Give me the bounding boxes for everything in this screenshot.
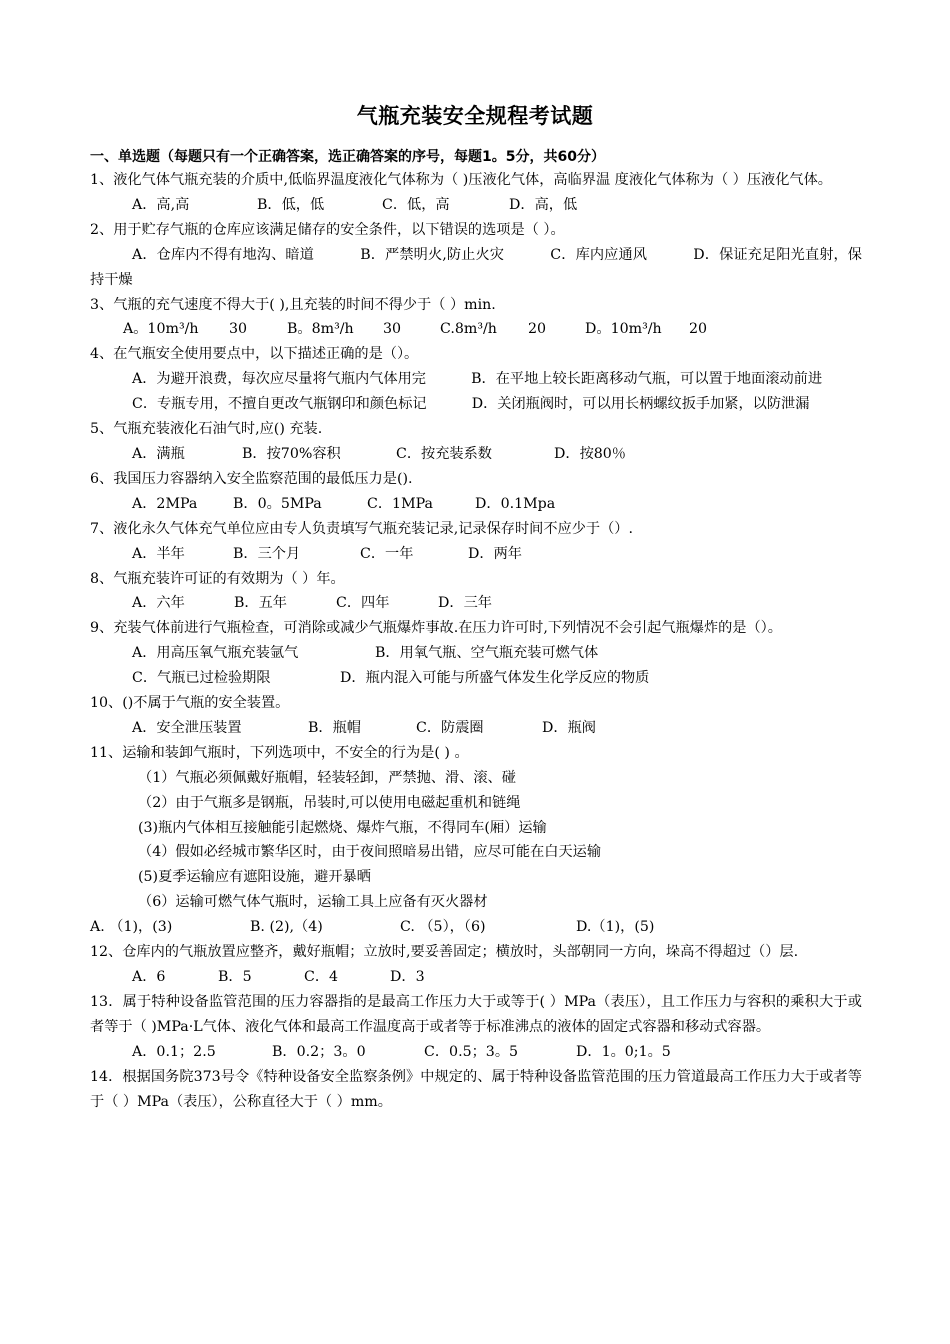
question-2-options: A．仓库内不得有地沟、暗道 B．严禁明火,防止火灾 C．库内应通风 D．保证充足阳光直射，保持干燥 bbox=[90, 246, 862, 288]
question-8: 8、气瓶充装许可证的有效期为（ ）年。 bbox=[90, 570, 345, 587]
option-b: B．瓶帽 bbox=[308, 719, 361, 736]
option-d-time: 20 bbox=[689, 321, 708, 338]
option-b: B. (2),（4) bbox=[250, 919, 323, 936]
question-11-item-4: （4）假如必经城市繁华区时，由于夜间照暗易出错，应尽可能在白天运输 bbox=[138, 844, 602, 861]
question-4-options-cd: C．专瓶专用，不擅自更改气瓶钢印和颜色标记 D．关闭瓶阀时，可以用长柄螺纹扳手加紧，以防泄漏 bbox=[132, 396, 810, 413]
question-1: 1、液化气体气瓶充装的介质中,低临界温度液化气体称为（ )压液化气体，高临界温 度液化气体称为（ ）压液化气体。 bbox=[90, 172, 832, 188]
question-10: 10、()不属于气瓶的安全装置。 bbox=[90, 695, 290, 712]
option-a: A．半年 bbox=[132, 545, 185, 562]
option-c: C．气瓶已过检验期限 bbox=[132, 670, 271, 687]
question-12-options bbox=[90, 965, 862, 990]
option-c-time: 20 bbox=[528, 321, 547, 338]
option-c: C.8m³/h bbox=[440, 321, 497, 338]
question-1-options bbox=[90, 193, 862, 218]
option-b: B．5 bbox=[218, 969, 252, 985]
option-b: B。8m³/h bbox=[287, 321, 354, 338]
question-14: 14．根据国务院373号令《特种设备安全监察条例》中规定的、属于特种设备监管范围的压力管道最高工作压力大于或者等于（ ）MPa（表压），公称直径大于（ ）mm。 bbox=[90, 1068, 862, 1110]
question-11-item-6: （6）运输可燃气体气瓶时，运输工具上应备有灭火器材 bbox=[138, 894, 488, 911]
option-c: C. （5），（6) bbox=[400, 919, 486, 936]
option-c: C．防震圈 bbox=[416, 719, 484, 736]
question-12: 12、仓库内的气瓶放置应整齐，戴好瓶帽；立放时,要妥善固定；横放时，头部朝同一方向，垛高不得超过（）层. bbox=[90, 944, 799, 961]
option-b: B．三个月 bbox=[233, 545, 301, 562]
question-2: 2、用于贮存气瓶的仓库应该满足储存的安全条件，以下错误的选项是（ ）。 bbox=[90, 221, 565, 238]
option-d: D．高，低 bbox=[509, 196, 578, 213]
option-b: B．0.2；3。0 bbox=[272, 1043, 366, 1060]
option-a: A. （1)，(3) bbox=[90, 919, 173, 936]
question-9: 9、充装气体前进行气瓶检查，可消除或减少气瓶爆炸事故.在压力许可时,下列情况不会引起气瓶爆炸的是（）。 bbox=[90, 620, 782, 637]
option-a: A。10m³/h bbox=[123, 321, 199, 338]
exam-title: 气瓶充装安全规程考试题 bbox=[356, 104, 594, 128]
question-11-options bbox=[90, 915, 862, 940]
question-13: 13．属于特种设备监管范围的压力容器指的是最高工作压力大于或等于( ）MPa（表压），且工作压力与容积的乘积大于或者等于（ )MPa·L气体、液化气体和最高工作温度高于或者等于标准沸点的液体的固定式容器和移动式容器。 bbox=[90, 993, 862, 1035]
option-d: D．瓶内混入可能与所盛气体发生化学反应的物质 bbox=[340, 670, 650, 687]
option-d: D．两年 bbox=[468, 545, 522, 562]
option-a: A．0.1；2.5 bbox=[132, 1043, 216, 1060]
option-d: D．瓶阀 bbox=[542, 719, 596, 736]
option-b: B．0。5MPa bbox=[233, 495, 322, 512]
question-7: 7、液化永久气体充气单位应由专人负责填写气瓶充装记录,记录保存时间不应少于（）. bbox=[90, 520, 633, 537]
option-b-time: 30 bbox=[383, 321, 402, 338]
option-a: A．用高压氧气瓶充装氩气 bbox=[132, 645, 299, 662]
option-a: A．六年 bbox=[132, 595, 185, 612]
question-5: 5、气瓶充装液化石油气时,应() 充装. bbox=[90, 421, 323, 438]
option-a-time: 30 bbox=[229, 321, 248, 338]
option-a: A．6 bbox=[132, 969, 166, 985]
option-d: D.（1)，(5) bbox=[576, 919, 655, 936]
option-b: B．低，低 bbox=[257, 196, 325, 213]
question-10-options bbox=[90, 716, 862, 741]
question-11: 11、运输和装卸气瓶时，下列选项中，不安全的行为是( ) 。 bbox=[90, 744, 469, 761]
option-d: D．0.1Mpa bbox=[475, 495, 556, 512]
option-b: B．按70%容积 bbox=[242, 445, 341, 462]
question-6: 6、我国压力容器纳入安全监察范围的最低压力是(). bbox=[90, 470, 413, 487]
option-a: A．满瓶 bbox=[132, 445, 185, 462]
option-b: B．五年 bbox=[234, 595, 287, 612]
option-a: A．高,高 bbox=[132, 196, 190, 213]
section-heading: 一、单选题（每题只有一个正确答案，选正确答案的序号，每题1。5分，共60分） bbox=[90, 149, 605, 165]
question-4: 4、在气瓶安全使用要点中，以下描述正确的是（）。 bbox=[90, 346, 419, 363]
option-c: C．1MPa bbox=[367, 495, 433, 512]
question-3-options bbox=[90, 317, 862, 342]
question-9-options-cd bbox=[90, 666, 862, 691]
option-d: D．三年 bbox=[438, 595, 492, 612]
option-c: C．按充装系数 bbox=[396, 445, 492, 462]
option-a: A．安全泄压装置 bbox=[132, 719, 242, 736]
option-c: C．0.5；3。5 bbox=[424, 1043, 519, 1060]
question-4-options-ab: A．为避开浪费，每次应尽量将气瓶内气体用完 B．在平地上较长距离移动气瓶，可以置于地面滚动前进 bbox=[132, 371, 823, 388]
option-d: D．按80％ bbox=[554, 445, 626, 462]
option-a: A．2MPa bbox=[132, 495, 198, 512]
question-list bbox=[90, 168, 862, 1114]
question-13-options bbox=[90, 1040, 862, 1065]
option-d: D．1。0;1。5 bbox=[576, 1043, 671, 1060]
question-8-options bbox=[90, 591, 862, 616]
question-7-options bbox=[90, 542, 862, 567]
option-c: C．一年 bbox=[360, 545, 414, 562]
option-c: C．4 bbox=[304, 969, 339, 985]
option-c: C．四年 bbox=[336, 595, 390, 612]
question-11-item-2: （2）由于气瓶多是钢瓶，吊装时,可以使用电磁起重机和链绳 bbox=[138, 794, 521, 811]
option-d: D。10m³/h bbox=[585, 321, 662, 338]
question-11-item-3: (3)瓶内气体相互接触能引起燃烧、爆炸气瓶，不得同车(厢）运输 bbox=[138, 819, 547, 836]
option-c: C．低，高 bbox=[382, 196, 450, 213]
option-d: D．3 bbox=[390, 969, 425, 985]
question-9-options-ab bbox=[90, 641, 862, 666]
option-b: B．用氧气瓶、空气瓶充装可燃气体 bbox=[375, 645, 599, 662]
question-5-options bbox=[90, 442, 862, 467]
question-3: 3、气瓶的充气速度不得大于( ),且充装的时间不得少于（ ）min. bbox=[90, 296, 496, 313]
question-11-item-5: (5)夏季运输应有遮阳设施，避开暴晒 bbox=[138, 869, 371, 886]
question-6-options bbox=[90, 492, 862, 517]
question-11-item-1: （1）气瓶必须佩戴好瓶帽，轻装轻卸，严禁抛、滑、滚、碰 bbox=[138, 769, 516, 786]
